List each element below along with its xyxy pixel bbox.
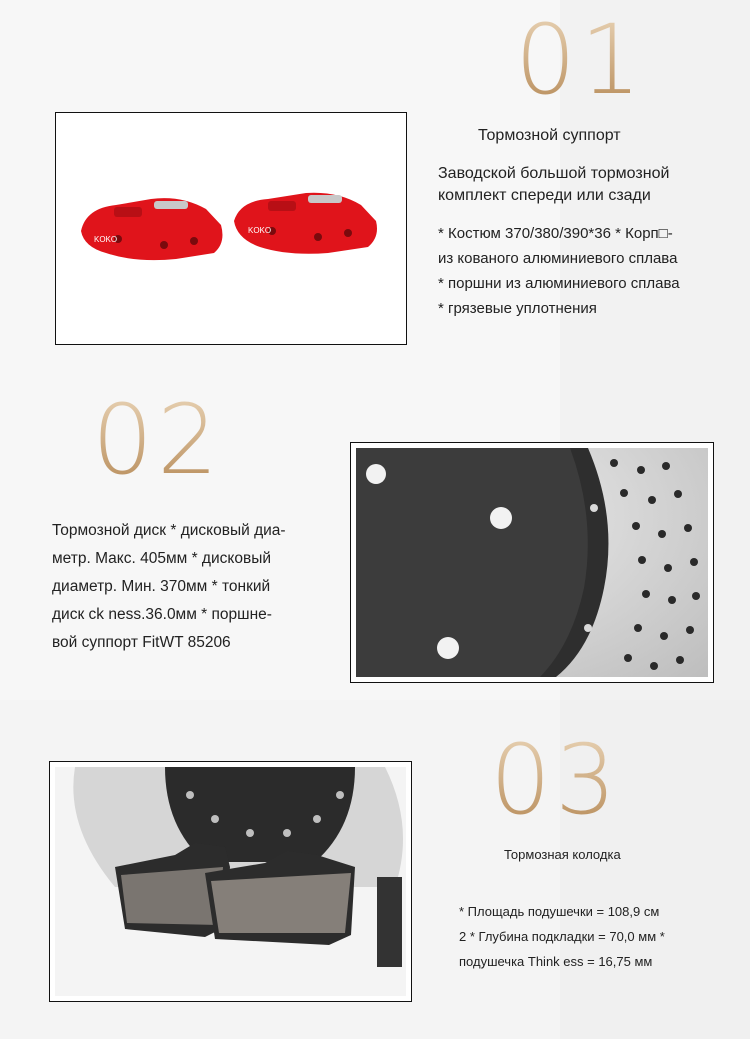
brake-disc-photo (350, 442, 714, 683)
section-1-title: Тормозной суппорт (478, 127, 621, 144)
spec-line: подушечка Think ess = 16,75 мм (459, 954, 653, 969)
spec-line: 2 * Глубина подкладки = 70,0 мм * (459, 929, 665, 944)
brake-pad-photo (49, 761, 412, 1002)
spec-line: * поршни из алюминиевого сплава (438, 275, 680, 292)
section-3-specs (459, 899, 665, 974)
section-1-specs (438, 221, 680, 321)
spec-line: * Костюм 370/380/390*36 * Корп□- (438, 225, 673, 242)
subtitle-line: Заводской большой тормозной (438, 165, 670, 182)
spec-line: диск ck ness.36.0мм * поршне- (52, 606, 272, 623)
section-1-subtitle (438, 163, 669, 207)
brake-caliper-left (81, 198, 222, 260)
brake-caliper-right (234, 193, 377, 254)
section-3-title: Тормозная колодка (504, 847, 621, 862)
section-2-specs (52, 517, 286, 657)
spec-line: из кованого алюминиевого сплава (438, 250, 678, 267)
svg-text:KOKO: KOKO (248, 226, 272, 235)
caliper-photo (55, 112, 407, 345)
spec-line: * грязевые уплотнения (438, 300, 597, 317)
spec-line: Тормозной диск * дисковый диа- (52, 522, 286, 539)
subtitle-line: комплект спереди или сзади (438, 187, 651, 204)
spec-line: диаметр. Мин. 370мм * тонкий (52, 578, 271, 595)
svg-text:KOKO: KOKO (94, 235, 118, 244)
spec-line: * Площадь подушечки = 108,9 см (459, 904, 660, 919)
spec-line: вой суппорт FitWT 85206 (52, 634, 231, 651)
section-number-02: 02 (92, 384, 223, 496)
section-number-03: 03 (490, 724, 621, 836)
section-number-01: 01 (515, 4, 646, 116)
spec-line: метр. Макс. 405мм * дисковый (52, 550, 271, 567)
